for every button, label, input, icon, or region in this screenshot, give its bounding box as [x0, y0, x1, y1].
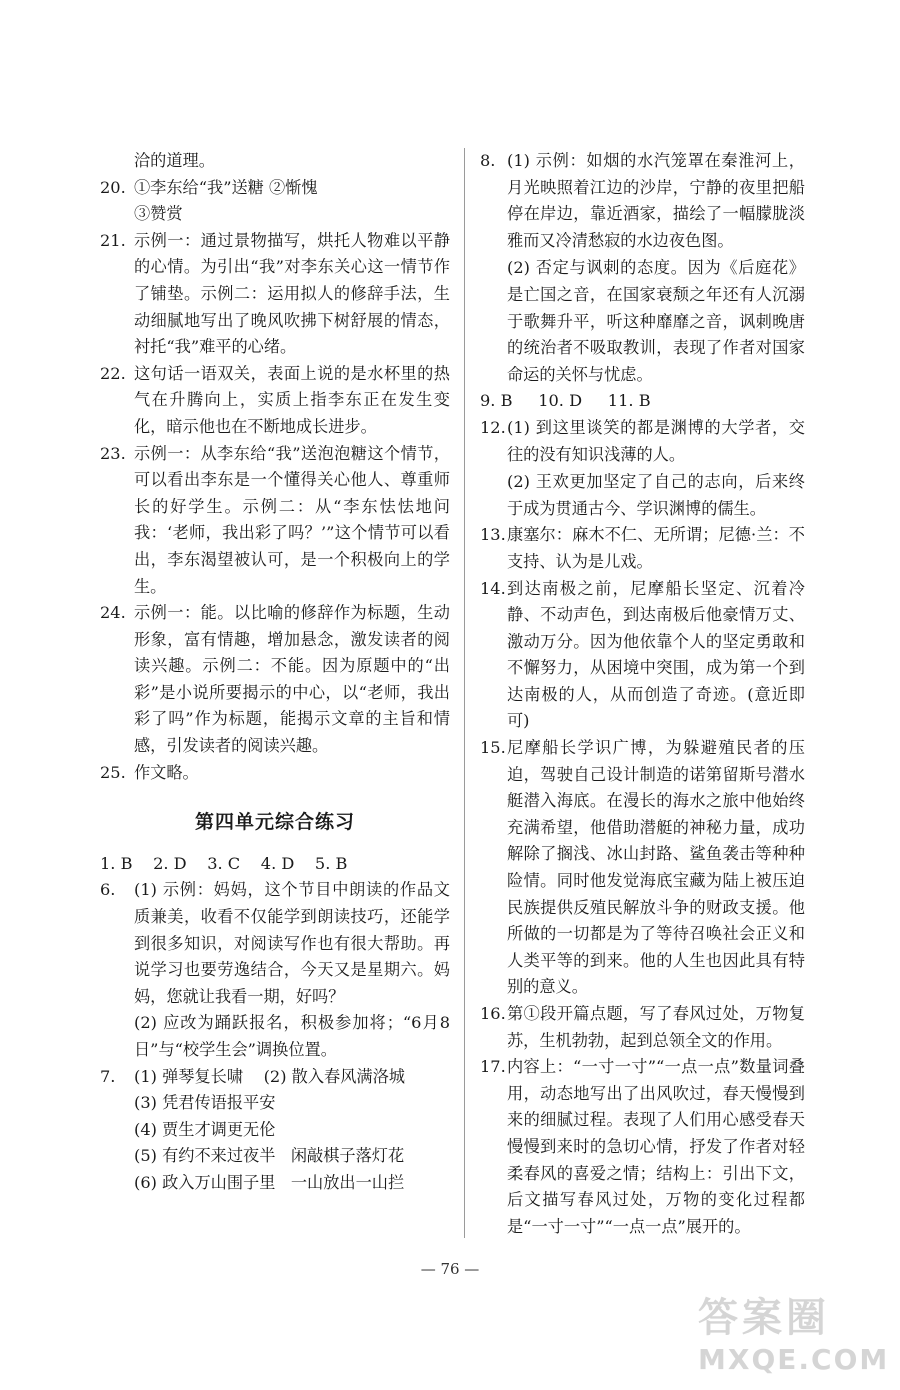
item-text: 这句话一语双关，表面上说的是水杯里的热气在升腾向上，实质上指李东正在发生变化，暗示他也在不断地成长进步。	[134, 363, 450, 436]
poem-line: (4) 贾生才调更无伦	[134, 1119, 276, 1139]
item-text: (2) 否定与讽刺的态度。因为《后庭花》是亡国之音，在国家衰颓之年还有人沉溺于歌舞升平，听这种靡靡之音，讽刺晚唐的统治者不吸取教训，表现了作者对国家命运的关怀与忧虑。	[507, 258, 805, 384]
item-number: 17.	[480, 1057, 506, 1077]
answer-item-24	[100, 600, 450, 760]
item-text: 尼摩船长学识广博，为躲避殖民者的压迫，驾驶自己设计制造的诺第留斯号潜水艇潜入海底。在漫长的海水之旅中他始终充满希望，他借助潜艇的神秘力量，成功解除了搁浅、冰山封路、鲨鱼袭击等种种险情。同时他发觉海底宝藏为陆上被压迫民族提供反殖民解放斗争的财政支援。他所做的一切都是为了等待召唤社会正义和人类平等的到来。他的人生也因此具有特别的意义。	[507, 738, 805, 997]
item-text: (2) 王欢更加坚定了自己的志向，后来终于成为贯通古今、学识渊博的儒生。	[507, 472, 805, 518]
item-text: (1) 示例：妈妈，这个节目中朗读的作品文质兼美，收看不仅能学到朗读技巧，还能学到很多知识，对阅读写作也有很大帮助。再说学习也要劳逸结合，今天又是星期六。妈妈，您就让我看一期，好吗？	[134, 880, 450, 1006]
poem-line: (6) 政入万山围子里 一山放出一山拦	[134, 1172, 405, 1192]
answer-item-12	[480, 415, 805, 468]
item-number: 14.	[480, 578, 506, 598]
item-12-part2	[480, 469, 805, 522]
answer-item-8	[480, 148, 805, 254]
item-number: 6.	[100, 880, 116, 900]
item-number: 21.	[100, 230, 126, 250]
item-number: 16.	[480, 1004, 506, 1023]
item-text: 第①段开篇点题，写了春风过处，万物复苏，生机勃勃，起到总领全文的作用。	[507, 1004, 805, 1050]
item-text: 内容上：“一寸一寸”“一点一点”数量词叠用，动态地写出了出风吹过，春天慢慢到来的细腻过程。表现了人们用心感受春天慢慢到来时的急切心情，抒发了作者对轻柔春风的喜爱之情；结构上：引出下文，后文描写春风过处，万物的变化过程都是“一寸一寸”“一点一点”展开的。	[507, 1057, 805, 1236]
answer-item-22	[100, 361, 450, 441]
item-text: 示例一：能。以比喻的修辞作为标题，生动形象，富有情趣，增加悬念，激发读者的阅读兴趣。示例二：不能。因为原题中的“出彩”是小说所要揭示的中心，以“老师，我出彩了吗”作为标题，能揭示文章的主旨和情感，引发读者的阅读兴趣。	[134, 603, 450, 756]
right-column	[480, 148, 805, 1240]
item-text: 示例一：从李东给“我”送泡泡糖这个情节，可以看出李东是一个懂得关心他人、尊重师长的好学生。示例二：从“李东怯怯地问我：‘老师，我出彩了吗？’”这个情节可以看出，李东渴望被认可，是一个积极向上的学生。	[134, 443, 450, 596]
item-number: 7.	[100, 1066, 116, 1086]
answer-item-16	[480, 1001, 805, 1054]
answer-item-13	[480, 522, 805, 575]
answer-item-14	[480, 576, 805, 736]
left-column	[100, 148, 450, 1197]
answer-item-7	[100, 1064, 450, 1091]
poem-line: (3) 凭君传语报平安	[134, 1093, 276, 1113]
item-number: 13.	[480, 525, 506, 545]
item-number: 22.	[100, 363, 126, 383]
item-text: 到达南极之前，尼摩船长坚定、沉着冷静、不动声色，到达南极后他豪情万丈、激动万分。因为他依靠个人的坚定勇敢和不懈努力，从困境中突围，成为第一个到达南极的人，从而创造了奇迹。(意近即可)	[507, 578, 805, 731]
item-number: 20.	[100, 177, 126, 197]
item-text: ①李东给“我”送糖 ②惭愧	[134, 177, 318, 197]
item-text: (1) 示例：如烟的水汽笼罩在秦淮河上，月光映照着江边的沙岸，宁静的夜里把船停在岸边，靠近酒家，描绘了一幅朦胧淡雅而又冷清愁寂的水边夜色图。	[507, 151, 805, 250]
item-number: 24.	[100, 603, 126, 623]
multiple-choice-answers: 1. B 2. D 3. C 4. D 5. B	[100, 853, 348, 873]
item-6-part2: (2) 应改为踊跃报名，积极参加将；“6月8日”与“校学生会”调换位置。	[134, 1013, 450, 1059]
answer-item-6	[100, 877, 450, 1010]
poem-line: (5) 有约不来过夜半 闲敲棋子落灯花	[134, 1146, 405, 1166]
item-number: 25.	[100, 762, 126, 782]
item-text: 康塞尔：麻木不仁、无所谓；尼德·兰：不支持、认为是儿戏。	[507, 525, 805, 571]
page-number: — 76 —	[420, 1260, 480, 1278]
answer-item-15	[480, 735, 805, 1001]
item-text: 作文略。	[134, 762, 199, 782]
item-text: (1) 到这里谈笑的都是渊博的大学者，交往的没有知识浅薄的人。	[507, 417, 805, 464]
answer-item-25	[100, 760, 450, 787]
answer-item-20	[100, 175, 450, 202]
item-number: 8.	[480, 151, 496, 170]
watermark-domain: MXQE.COM	[698, 1343, 890, 1376]
item-20-extra: ③赞赏	[134, 204, 183, 224]
continuation-text: 洽的道理。	[134, 151, 215, 170]
item-number: 15.	[480, 738, 506, 758]
site-watermark	[698, 1286, 888, 1376]
item-text: (1) 弹琴复长啸 (2) 散入春风满洛城	[134, 1066, 405, 1086]
column-divider	[464, 148, 465, 1238]
answer-item-23	[100, 441, 450, 601]
item-number: 23.	[100, 443, 126, 463]
watermark-logo-text: 答案圈	[698, 1295, 830, 1341]
item-8-part2	[480, 255, 805, 388]
answer-item-17	[480, 1054, 805, 1240]
answer-item-21	[100, 228, 450, 361]
item-text: 示例一：通过景物描写，烘托人物难以平静的心情。为引出“我”对李东关心这一情节作了铺垫。示例二：运用拟人的修辞手法，生动细腻地写出了晚风吹拂下树舒展的情态，衬托“我”难平的心绪。	[134, 230, 450, 357]
section-title: 第四单元综合练习	[194, 811, 355, 834]
multiple-choice-answers: 9. B 10. D 11. B	[480, 391, 651, 411]
item-number: 12.	[480, 417, 506, 437]
